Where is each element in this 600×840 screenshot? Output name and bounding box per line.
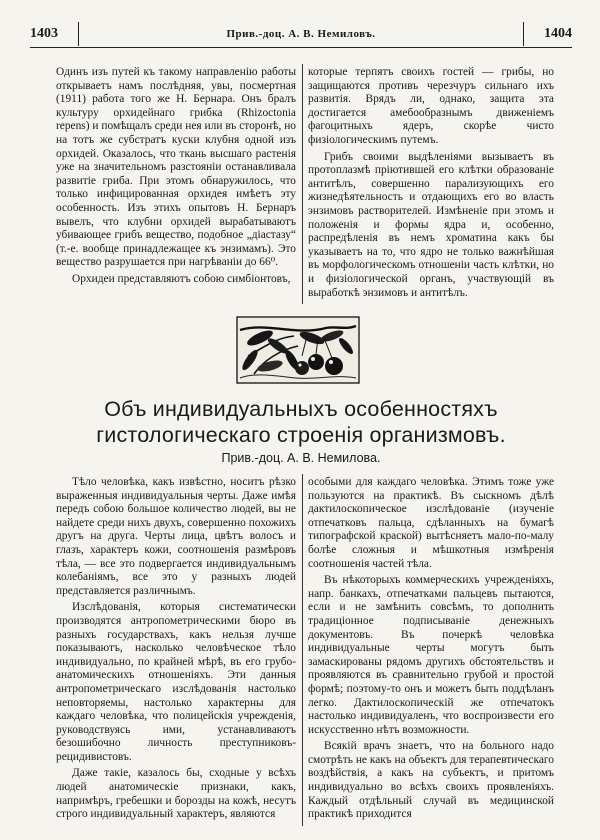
header-divider-right [523, 22, 524, 46]
header-rule [30, 47, 572, 48]
upper-left-column [56, 66, 296, 290]
decorative-cherry-ornament [236, 316, 360, 384]
paragraph: Орхидеи представляютъ собою симбіонтовъ, [72, 272, 291, 285]
paragraph: Изслѣдованія, которыя систематически производятся антропометрическими бюро въ разныхъ государствахъ, какъ нельзя лучше показываютъ, насколько человѣческое тѣло индивидуально, по крайней мѣрѣ, въ его грубо-анатомическихъ отношеніяхъ. Эти данныя антропометрическаго изслѣдованія настолько неповторяемы, настолько характерны для каждаго человѣка, что полицейскія учрежденія, руководствуясь ими, устанавливаютъ безошибочно личность преступниковъ-рецидивистовъ. [56, 601, 296, 763]
upper-right-column [308, 66, 554, 303]
paragraph: Грибъ своими выдѣленіями вызываетъ въ протоплазмѣ пріютившей его клѣтки образованіе антитѣлъ, совершенно парализующихъ его жизнедѣятельность и отдающихъ его во власть энзимовъ растворителей. Измѣненіе при этомъ и положенія и формы ядра и, особенно, распредѣленія въ немъ хроматина какъ бы указываетъ на то, что ядро не только важнѣйшая въ морфологическомъ отношеніи часть клѣтки, но и физіологической органъ, участвующій въ выработкѣ энзимовъ и антитѣлъ. [308, 150, 554, 299]
lower-left-column [56, 476, 296, 825]
article-title: Объ индивидуальныхъ особенностяхъ гистологическаго строенія организмовъ. [96, 397, 506, 447]
lower-right-column [308, 476, 554, 825]
paragraph: Даже такіе, казалось бы, сходные у всѣхъ людей анатомическіе признаки, какъ, напримѣръ, гребешки и борозды на кожѣ, несутъ строго индивидуальный характеръ, являются [56, 767, 296, 821]
page-number-left: 1403 [30, 26, 58, 41]
paragraph: Одинъ изъ путей къ такому направленію работы открываетъ намъ послѣдняя, увы, посмертная (1911) работа того же Н. Бернара. Онъ бралъ культуру орхидейнаго грибка (Rhizoctonia repens) и помѣщалъ среди нея или въ сторонѣ, но на тотъ же субстратъ куски клубня одной изъ орхидей. Оказалось, что ткань высшаго растенія уже на значительномъ разстояніи останавливала развитіе гриба. При этомъ обнаружилось, что только инфицированная орхидея имѣетъ эту особенность. Изъ этихъ опытовъ Н. Бернаръ вывелъ, что клубни орхидей вырабатываютъ убивающее грибъ вещество, подобное „діастазу“ (т.-е. вообще принадлежащее къ энзимамъ). Это вещество разрушается при нагрѣваніи до 66⁰. [56, 66, 296, 269]
paragraph: Всякій врачъ знаетъ, что на больного надо смотрѣть не какъ на объектъ для терапевтическаго воздѣйствія, а какъ на субъектъ, и притомъ индивидуально во всѣхъ своихъ проявленіяхъ. Каждый отдѣльный случай въ медицинской практикѣ приходится [308, 740, 554, 821]
column-divider [302, 64, 303, 304]
page-number-right: 1404 [544, 26, 572, 41]
paragraph: особыми для каждаго человѣка. Этимъ тоже уже пользуются на практикѣ. Въ сыскномъ дѣлѣ дактилоскопическое изслѣдованіе (изученіе отпечатковъ пальца, сдѣланныхъ на бумагѣ типографской краской) вытѣсняетъ мало-по-малу болѣе сложныя и мѣшкотныя измѣренія соотношенія частей тѣла. [308, 476, 554, 570]
article-author: Прив.-доц. А. В. Немилова. [221, 451, 381, 465]
paragraph: которые терпятъ своихъ гостей — грибы, но защищаются противъ черезчуръ сильнаго ихъ развитія. Врядъ ли, однако, защита эта достигается амебообразнымъ движеніемъ фагоцитныхъ ядеръ, скорѣе чисто физіологическимъ путемъ. [308, 66, 554, 146]
running-title: Прив.-доц. А. В. Немиловъ. [226, 28, 376, 40]
running-header [30, 22, 572, 46]
paragraph: Тѣло человѣка, какъ извѣстно, носитъ рѣзко выраженныя индивидуальныя черты. Даже имѣя передъ собою большое количество людей, вы не найдете среди нихъ двухъ, совершенно похожихъ другъ на друга. Черты лица, цвѣтъ волосъ и глазъ, характеръ кожи, соотношенія размѣровъ тѣла, — все это подвергается индивидуальнымъ колебаніямъ, все это у разныхъ людей представляется различнымъ. [56, 476, 296, 597]
paragraph: Въ нѣкоторыхъ коммерческихъ учрежденіяхъ, напр. банкахъ, отпечатками пальцевъ пытаются, если и не замѣнить совсѣмъ, то дополнить традиціонное подписываніе денежныхъ документовъ. Въ почеркѣ человѣка индивидуальные черты могутъ быть замаскированы рядомъ другихъ обстоятельствъ и проявляются въ сравнительно грубой и простой формѣ; поэтому-то онъ и можетъ быть поддѣланъ легко. Дактилоскопическій же отпечатокъ настолько индивидуаленъ, что воспроизвести его искусственно нѣтъ возможности. [308, 574, 554, 736]
column-divider [302, 474, 303, 826]
